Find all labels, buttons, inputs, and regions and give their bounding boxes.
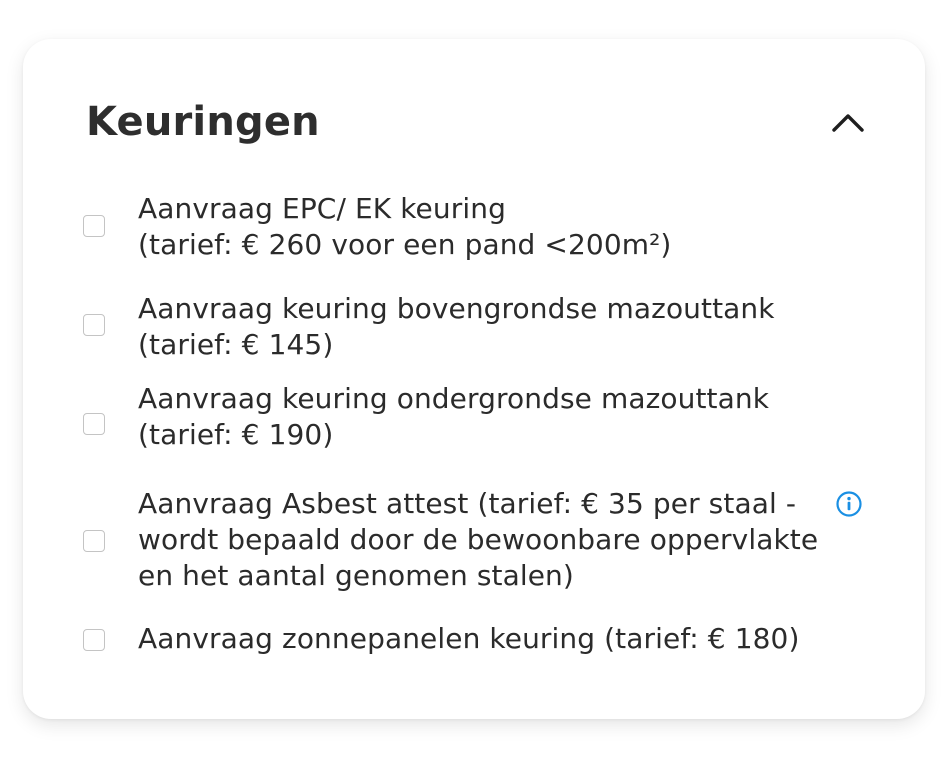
item-label-line: (tarief: € 145) <box>138 328 334 361</box>
checkbox-epc[interactable] <box>83 215 105 237</box>
item-label-line: Aanvraag Asbest attest (tarief: € 35 per staal - <box>138 487 797 520</box>
item-label-line: Aanvraag EPC/ EK keuring <box>138 192 506 225</box>
section-title: Keuringen <box>86 99 320 145</box>
item-label-asbest <box>138 486 838 594</box>
item-label-line: (tarief: € 260 voor een pand <200m²) <box>138 228 672 261</box>
item-label-epc <box>138 191 838 263</box>
checkbox-ondergrondse[interactable] <box>83 413 105 435</box>
section-header[interactable] <box>86 97 866 147</box>
checkbox-asbest[interactable] <box>83 530 105 552</box>
item-label-line: wordt bepaald door de bewoonbare oppervlakte <box>138 523 819 556</box>
item-label-ondergrondse <box>138 381 838 453</box>
checkbox-item-ondergrondse[interactable] <box>83 381 883 455</box>
item-label-line: en het aantal genomen stalen) <box>138 559 574 592</box>
info-icon[interactable] <box>835 490 863 518</box>
item-label-bovengrondse <box>138 291 838 363</box>
item-label-line: (tarief: € 190) <box>138 418 334 451</box>
item-label-line: Aanvraag zonnepanelen keuring (tarief: € 180) <box>138 622 800 655</box>
checkbox-item-asbest[interactable] <box>83 486 883 596</box>
checkbox-bovengrondse[interactable] <box>83 314 105 336</box>
keuringen-card <box>23 39 925 719</box>
item-label-line: Aanvraag keuring ondergrondse mazouttank <box>138 382 770 415</box>
checkbox-item-bovengrondse[interactable] <box>83 291 883 365</box>
checkbox-zonnepanelen[interactable] <box>83 629 105 651</box>
item-label-line: Aanvraag keuring bovengrondse mazouttank <box>138 292 775 325</box>
checkbox-item-zonnepanelen[interactable] <box>83 621 883 661</box>
item-label-zonnepanelen <box>138 621 878 657</box>
chevron-up-icon[interactable] <box>830 105 866 141</box>
checkbox-item-epc[interactable] <box>83 191 883 265</box>
